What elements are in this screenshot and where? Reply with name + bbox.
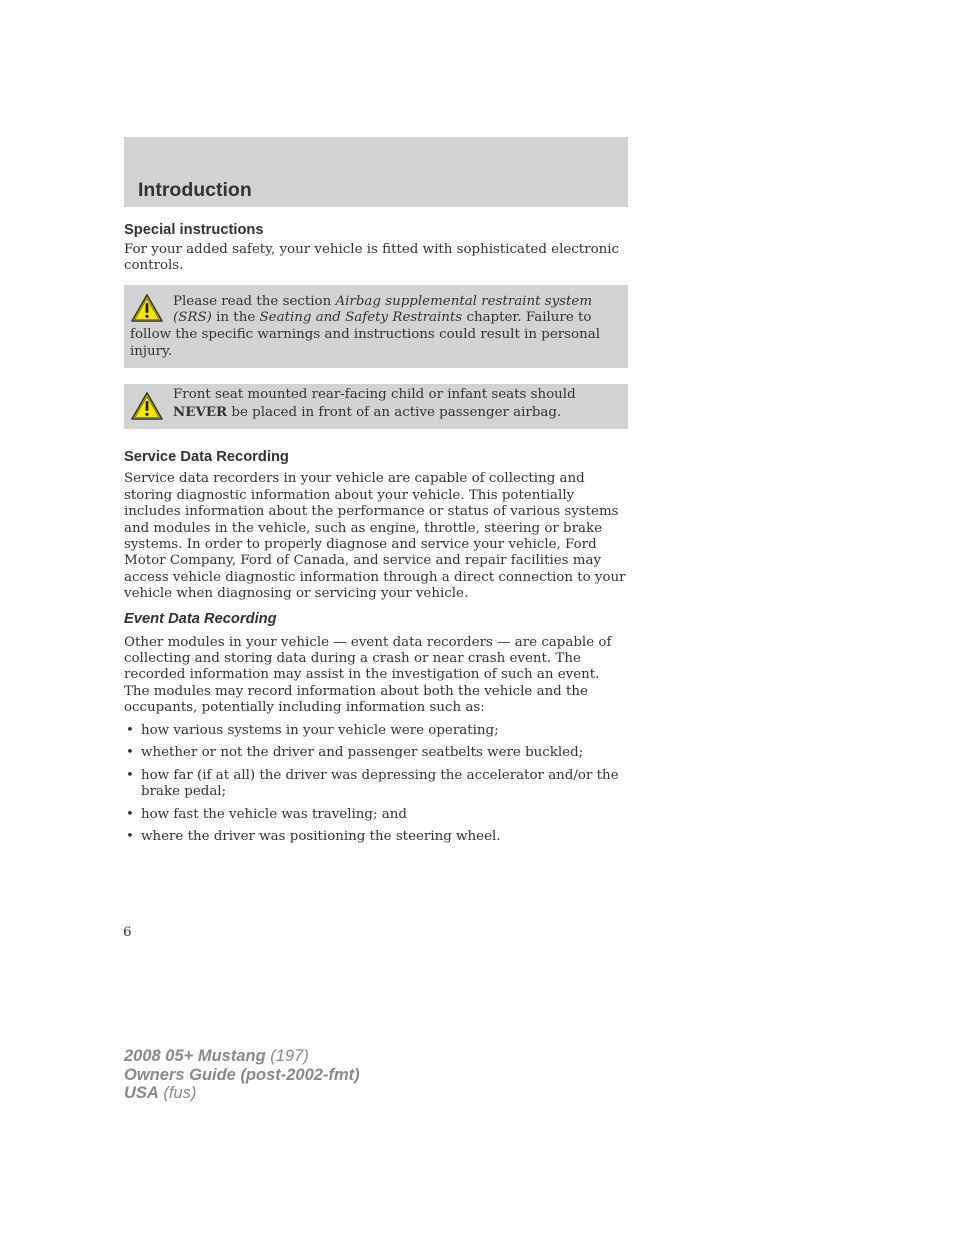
service-data-recording-heading: Service Data Recording [124,449,289,466]
warning-text: be placed in front of an active passenger airbag. [227,404,562,420]
footer-line-guide [124,1066,360,1085]
page-number: 6 [123,925,132,940]
event-data-recording-heading: Event Data Recording [124,610,277,627]
footer-guide: Owners Guide (post-2002-fmt) [124,1065,360,1084]
warning-text: chapter. Failure to follow the specific warnings and instructions could result in personal injury. [130,310,600,359]
footer-model-code: (197) [265,1047,309,1065]
list-item-text: how fast the vehicle was traveling; and [141,806,407,822]
document-footer [124,1047,360,1103]
list-item [124,829,628,845]
service-data-recording-paragraph: Service data recorders in your vehicle are capable of collecting and storing diagnostic information about your vehicle. This potentially includes information about the performance or status of various systems and modules in the vehicle, such as engine, throttle, steering or brake systems. In order to properly diagnose and service your vehicle, Ford Motor Company, Ford of Canada, and service and repair facilities may access vehicle diagnostic information through a direct connection to your vehicle when diagnosing or servicing your vehicle. [124,471,626,602]
list-item [124,723,628,739]
list-item-text: where the driver was positioning the steering wheel. [141,829,501,845]
warning-text: in the [211,310,260,326]
bullet: • [126,767,134,783]
warning-italic-reference: Airbag supplemental restraint system (SRS) [173,293,593,326]
bullet: • [126,722,134,738]
event-data-list [124,723,628,846]
footer-line-model [124,1047,360,1066]
list-item [124,768,628,801]
list-item-text: how various systems in your vehicle were operating; [141,722,499,738]
special-instructions-heading: Special instructions [124,222,264,238]
footer-line-market [124,1084,360,1103]
list-item [124,807,628,823]
warning-text: Front seat mounted rear-facing child or infant seats should [173,387,576,403]
warning-emphasis: NEVER [173,403,228,420]
event-data-recording-paragraph: Other modules in your vehicle — event data recorders — are capable of collecting and storing data during a crash or near crash event. The recorded information may assist in the investigation of such an event. The modules may record information about both the vehicle and the occupants, potentially including information such as: [124,634,612,716]
child-seat-warning-box [124,384,628,429]
special-instructions-paragraph: For your added safety, your vehicle is fitted with sophisticated electronic controls. [124,242,620,274]
list-item-text: how far (if at all) the driver was depressing the accelerator and/or the brake pedal; [141,767,619,800]
warning-triangle-icon [130,293,164,323]
page-content [124,220,628,852]
bullet: • [126,745,134,761]
chapter-header-band [124,137,628,207]
bullet: • [126,829,134,845]
airbag-warning-box [124,285,628,368]
warning-triangle-icon [130,391,164,421]
footer-model: 2008 05+ Mustang [124,1047,266,1065]
footer-market: USA [124,1084,159,1102]
list-item-text: whether or not the driver and passenger seatbelts were buckled; [141,745,584,761]
list-item [124,745,628,761]
warning-text: Please read the section [173,293,336,309]
chapter-title: Introduction [138,179,252,201]
warning-italic-chapter: Seating and Safety Restraints [259,310,463,326]
footer-market-code: (fus) [158,1084,197,1102]
bullet: • [126,806,134,822]
